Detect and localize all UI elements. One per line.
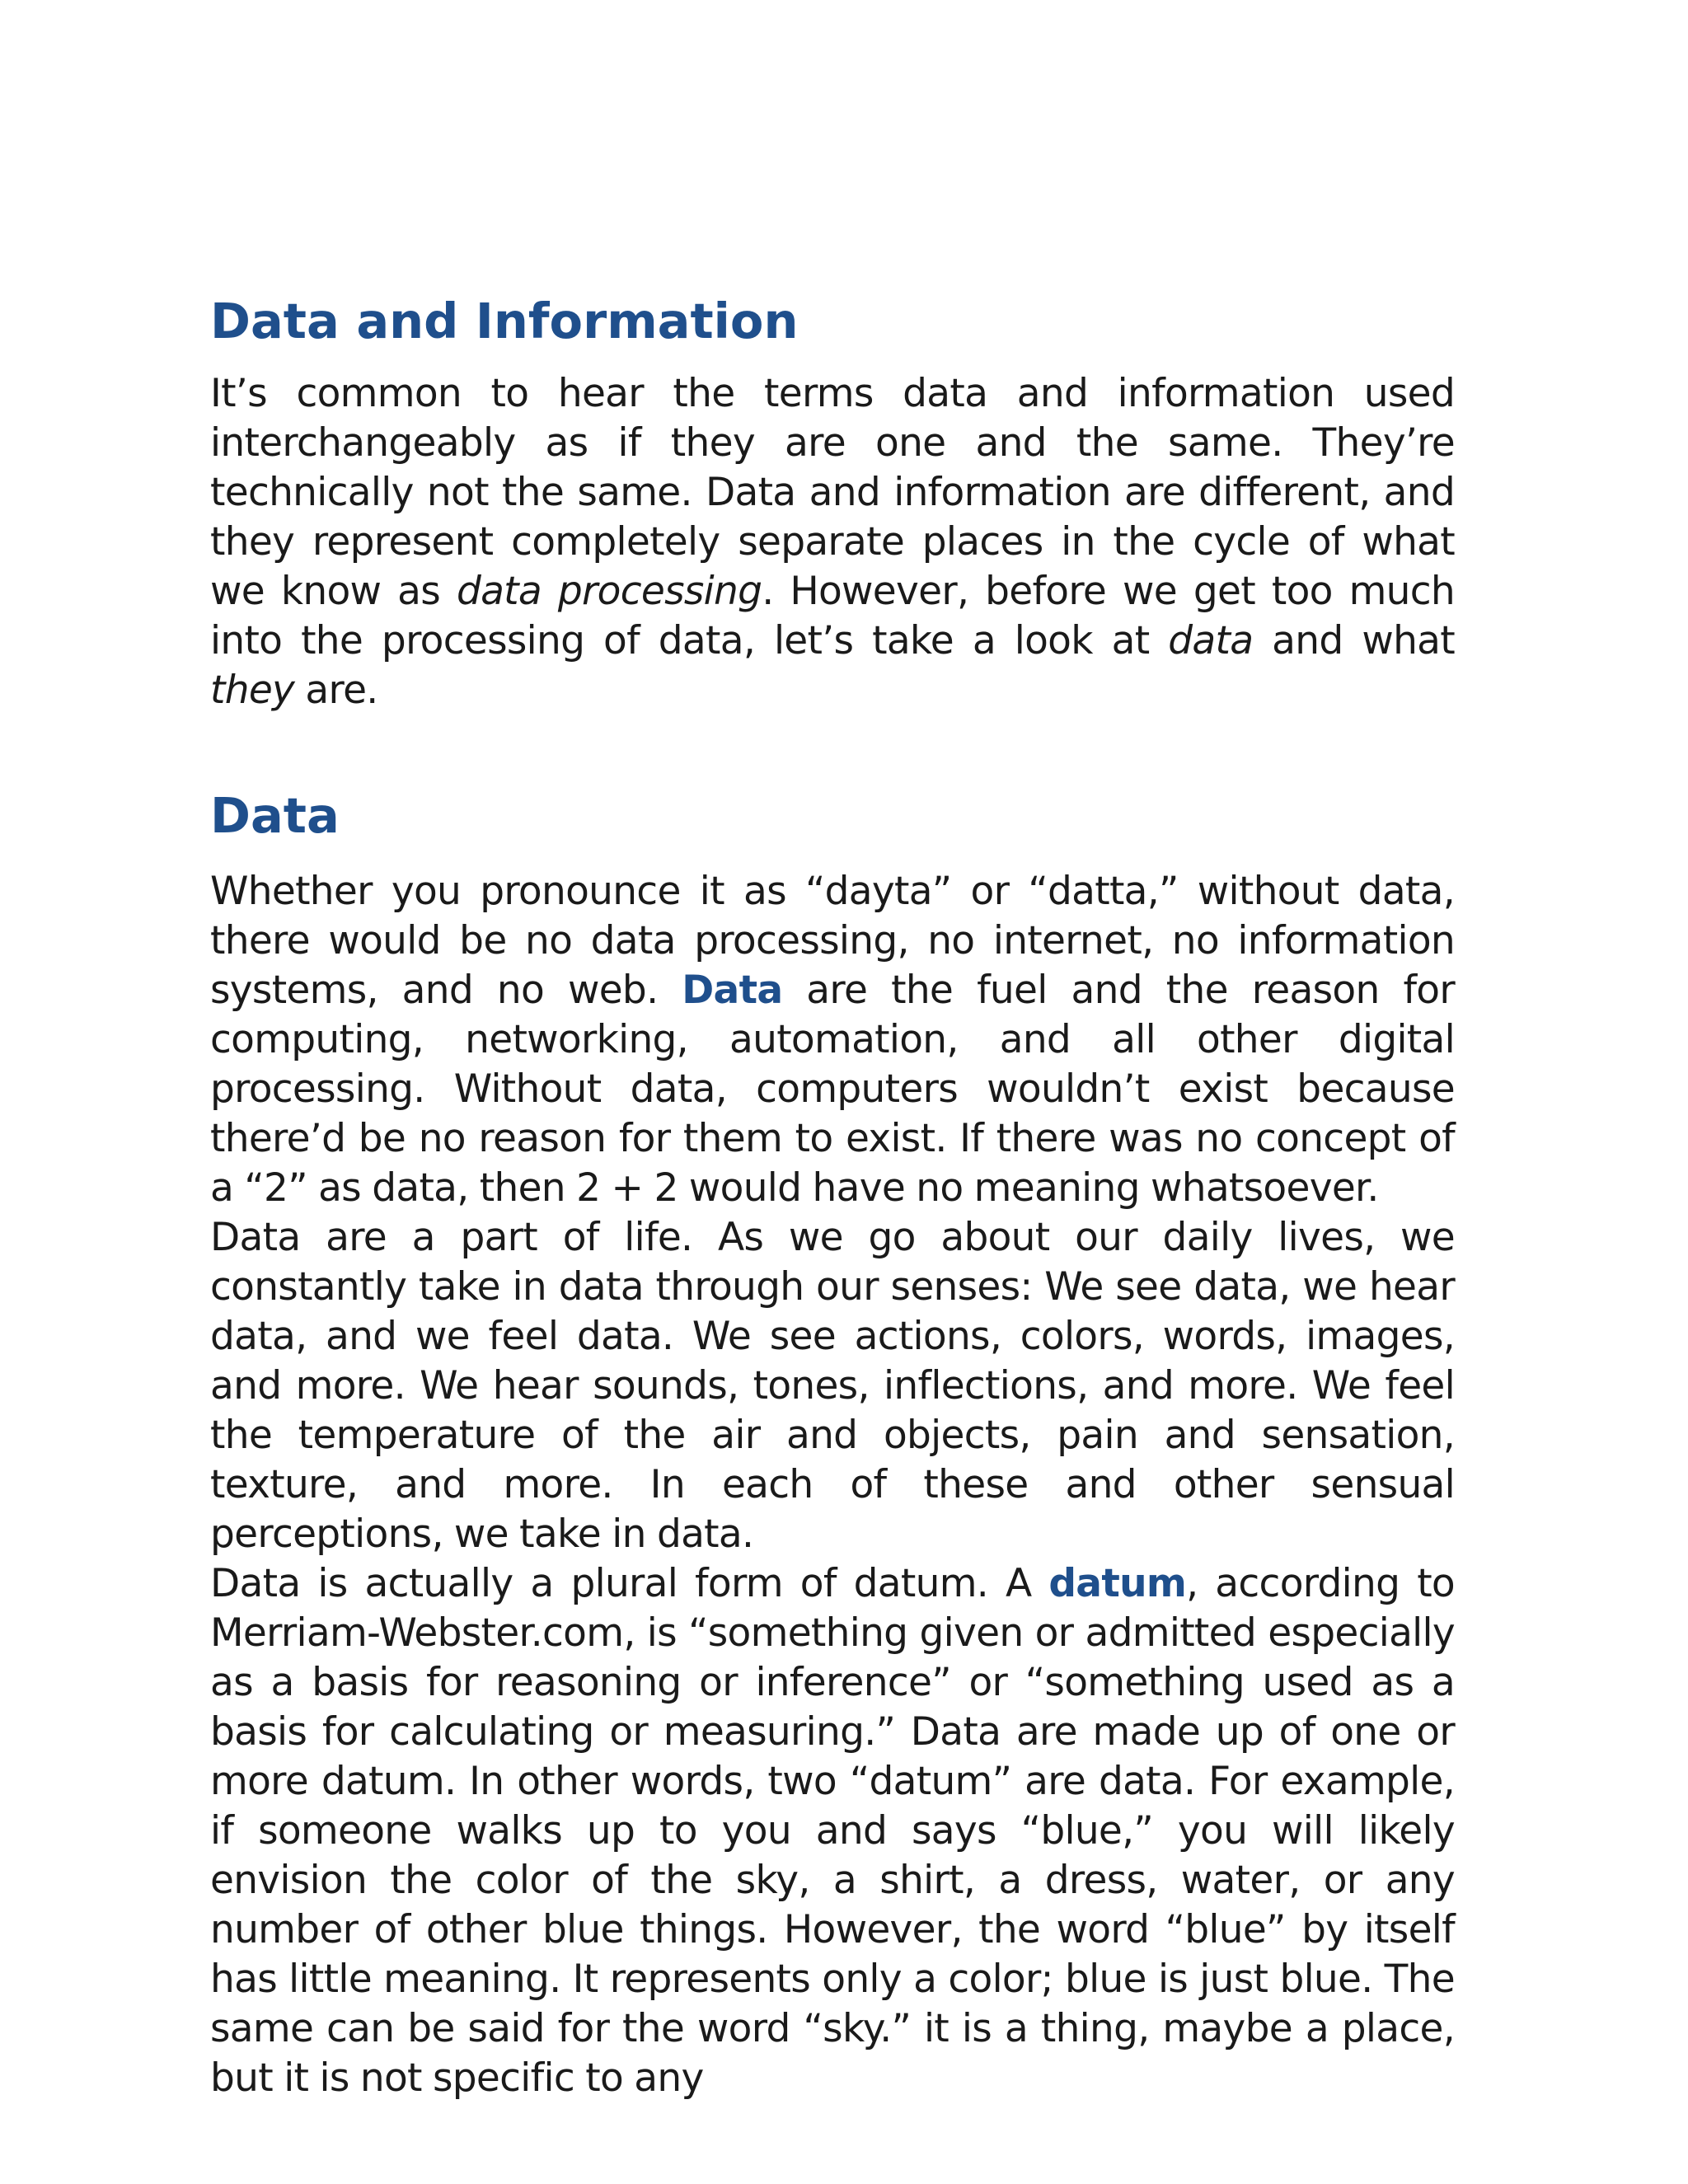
text-run: . However, before we get too much into the processing of data, let’s take a look at bbox=[210, 569, 1455, 663]
key-term-data: Data bbox=[682, 968, 783, 1013]
text-run: Whether you pronounce it as “dayta” or “datta,” without data, there would be no data processing, no internet, no information systems, and no web. bbox=[210, 869, 1455, 1013]
paragraph-intro bbox=[210, 369, 1455, 715]
document-page bbox=[210, 288, 1455, 2103]
key-term-datum: datum bbox=[1048, 1561, 1187, 1606]
text-run: It’s common to hear the terms data and information used interchangeably as if they are one and the same. They’re technically not the same. Data and information are different, and they represent completely separate places in the cycle of what we know as bbox=[210, 371, 1455, 614]
italic-run: they bbox=[210, 668, 295, 713]
paragraph-data-senses: Data are a part of life. As we go about our daily lives, we constantly take in data through our senses: We see data, we hear data, and we feel data. We see actions, colors, words, images, and more. We hear sounds, tones, inflections, and more. We feel the temperature of the air and objects, pain and sensation, texture, and more. In each of these and other sensual perceptions, we take in data. bbox=[210, 1215, 1455, 1557]
section-heading-data: Data bbox=[210, 787, 340, 844]
section-heading-data-and-information: Data and Information bbox=[210, 293, 799, 349]
text-run: are the fuel and the reason for computing, networking, automation, and all other digital processing. Without data, computers wouldn’t exist because there’d be no reason for them to exist. If there was no concept of a “2” as data, then 2 + 2 would have no meaning whatsoever. bbox=[210, 968, 1455, 1211]
paragraph-datum bbox=[210, 1559, 1455, 2103]
text-run: Data is actually a plural form of datum. A bbox=[210, 1561, 1049, 1606]
text-run: are. bbox=[294, 668, 378, 713]
text-run: and what bbox=[1253, 618, 1455, 663]
italic-run: data processing bbox=[456, 569, 762, 614]
text-run: , according to Merriam-Webster.com, is “something given or admitted especially as a basis for reasoning or inference” or “something used as a basis for calculating or measuring.” Data are made up of one or more datum. In other words, two “datum” are data. For example, if someone walks up to you and says “blue,” you will likely envision the color of the sky, a shirt, a dress, water, or any number of other blue things. However, the word “blue” by itself has little meaning. It represents only a color; blue is just blue. The same can be said for the word “sky.” it is a thing, maybe a place, but it is not specific to any bbox=[210, 1561, 1455, 2101]
italic-run: data bbox=[1168, 618, 1254, 663]
paragraph-data-definition bbox=[210, 867, 1455, 1213]
